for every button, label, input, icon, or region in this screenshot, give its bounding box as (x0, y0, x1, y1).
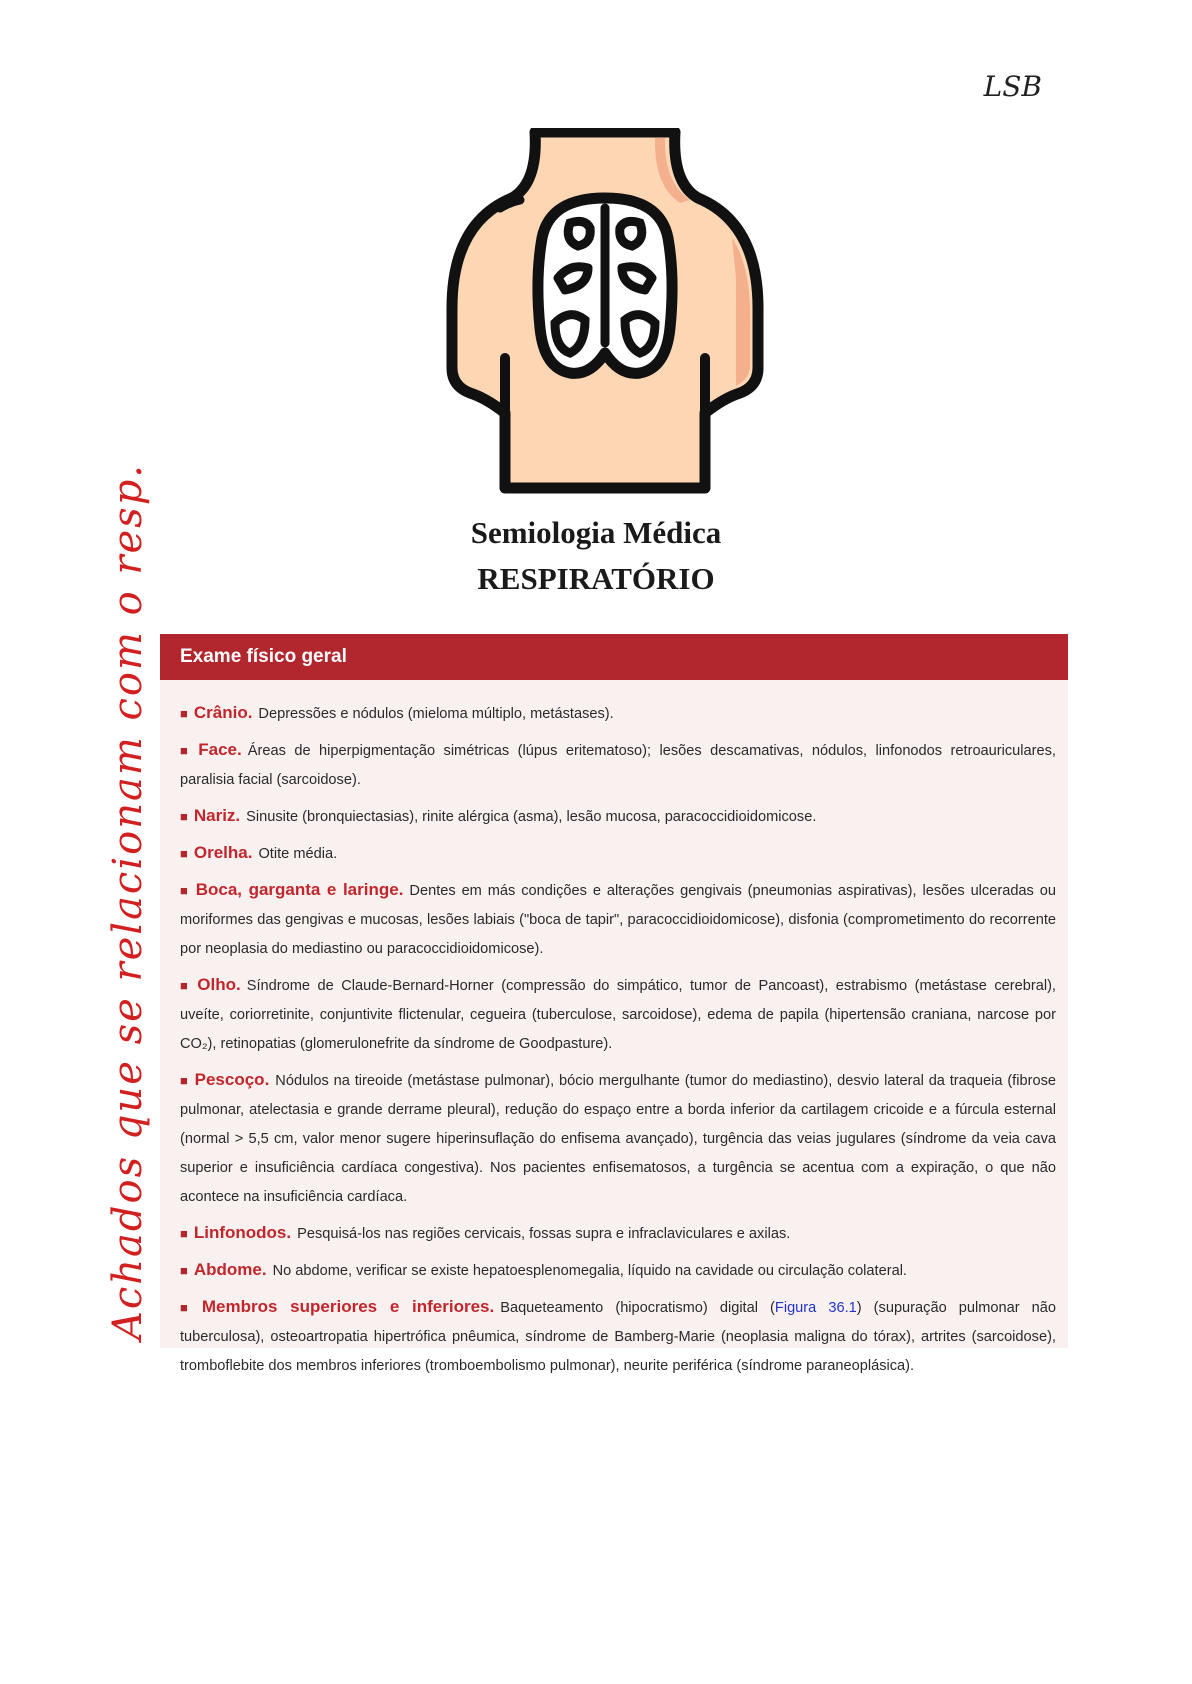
list-item (180, 1255, 1056, 1286)
square-bullet-icon: ■ (180, 706, 188, 721)
item-text: Dentes em más condições e alterações gengivais (pneumonias aspirativas), lesões ulceradas ou moriformes das gengivas e mucosas, lesões labiais ("boca de tapir", paracoccidioidomicose), disfonia (comprometimento do recorrente por neoplasia do mediastino ou paracoccidioidomicose). (180, 883, 1056, 957)
square-bullet-icon: ■ (180, 978, 192, 993)
list-item (180, 1218, 1056, 1249)
square-bullet-icon: ■ (180, 1300, 196, 1315)
item-term: Olho. (197, 975, 241, 994)
item-term: Face. (198, 740, 242, 759)
item-text: Otite média. (258, 846, 338, 862)
item-text: Nódulos na tireoide (metástase pulmonar), bócio mergulhante (tumor do mediastino), desvio lateral da traqueia (fibrose pulmonar, atelectasia e grande derrame pleural), redução do espaço entre a borda inferior da cartilagem cricoide e a fúrcula esternal (normal > 5,5 cm, valor menor sugere hiperinsuflação do enfisema avançado), turgência das veias jugulares (síndrome da veia cava superior e insuficiência cardíaca congestiva). Nos pacientes enfisematosos, a turgência se acentua com a expiração, o que não acontece na insuficiência cardíaca. (180, 1073, 1056, 1205)
item-text-after: ) (supuração pulmonar não tuberculosa), osteoartropatia hipertrófica pnêumica, síndrome de Bamberg-Marie (neoplasia maligna do tórax), artrites (sarcoidose), tromboflebite dos membros inferiores (tromboembolismo pulmonar), neurite periférica (síndrome paraneoplásica). (180, 1300, 1057, 1374)
item-text-before: Baqueteamento (hipocratismo) digital ( (500, 1300, 775, 1316)
square-bullet-icon: ■ (180, 1226, 188, 1241)
page-subtitle: RESPIRATÓRIO (477, 561, 715, 596)
item-term: Abdome. (193, 1260, 267, 1279)
back-lungs-icon (440, 128, 770, 498)
list-item (180, 735, 1056, 795)
item-text: Depressões e nódulos (mieloma múltiplo, metástases). (258, 706, 614, 722)
list-item (180, 801, 1056, 832)
title-block (0, 510, 1192, 602)
item-list (160, 680, 1068, 1381)
item-term: Linfonodos. (193, 1223, 292, 1242)
item-text: Sinusite (bronquiectasias), rinite alérgica (asma), lesão mucosa, paracoccidioidomicose. (246, 809, 817, 825)
handwritten-margin-note: Achados que se relacionam com o resp. (105, 462, 151, 1340)
exam-panel (160, 634, 1068, 1374)
square-bullet-icon: ■ (180, 1073, 189, 1088)
square-bullet-icon: ■ (180, 1263, 188, 1278)
item-text: Pesquisá-los nas regiões cervicais, fossas supra e infraclaviculares e axilas. (297, 1226, 791, 1242)
item-term: Crânio. (193, 703, 253, 722)
figure-link[interactable]: Figura 36.1 (774, 1300, 857, 1316)
item-term: Orelha. (193, 843, 253, 862)
list-item (180, 1292, 1056, 1381)
item-text: No abdome, verificar se existe hepatoesplenomegalia, líquido na cavidade ou circulação colateral. (272, 1263, 907, 1279)
list-item (180, 875, 1056, 964)
list-item (180, 970, 1056, 1059)
item-term: Membros superiores e inferiores. (201, 1297, 495, 1316)
list-item (180, 838, 1056, 869)
square-bullet-icon: ■ (180, 743, 193, 758)
item-text: Síndrome de Claude-Bernard-Horner (compressão do simpático, tumor de Pancoast), estrabismo (metástase cerebral), uveíte, coriorretinite, conjuntivite flictenular, cegueira (tuberculose, sarcoidose), edema de papila (hipertensão craniana, narcose por CO₂), retinopatias (glomerulonefrite da síndrome de Goodpasture). (180, 978, 1056, 1052)
list-item (180, 1065, 1056, 1212)
item-text: Áreas de hiperpigmentação simétricas (lúpus eritematoso); lesões descamativas, nódulos, linfonodos retroauriculares, paralisia facial (sarcoidose). (180, 743, 1056, 788)
square-bullet-icon: ■ (180, 809, 188, 824)
author-initials: LSB (983, 70, 1042, 103)
item-term: Boca, garganta e laringe. (195, 880, 404, 899)
item-term: Nariz. (193, 806, 241, 825)
square-bullet-icon: ■ (180, 883, 190, 898)
page-title: Semiologia Médica (470, 515, 722, 550)
square-bullet-icon: ■ (180, 846, 188, 861)
item-term: Pescoço. (194, 1070, 270, 1089)
panel-header: Exame físico geral (160, 634, 1068, 680)
list-item (180, 698, 1056, 729)
